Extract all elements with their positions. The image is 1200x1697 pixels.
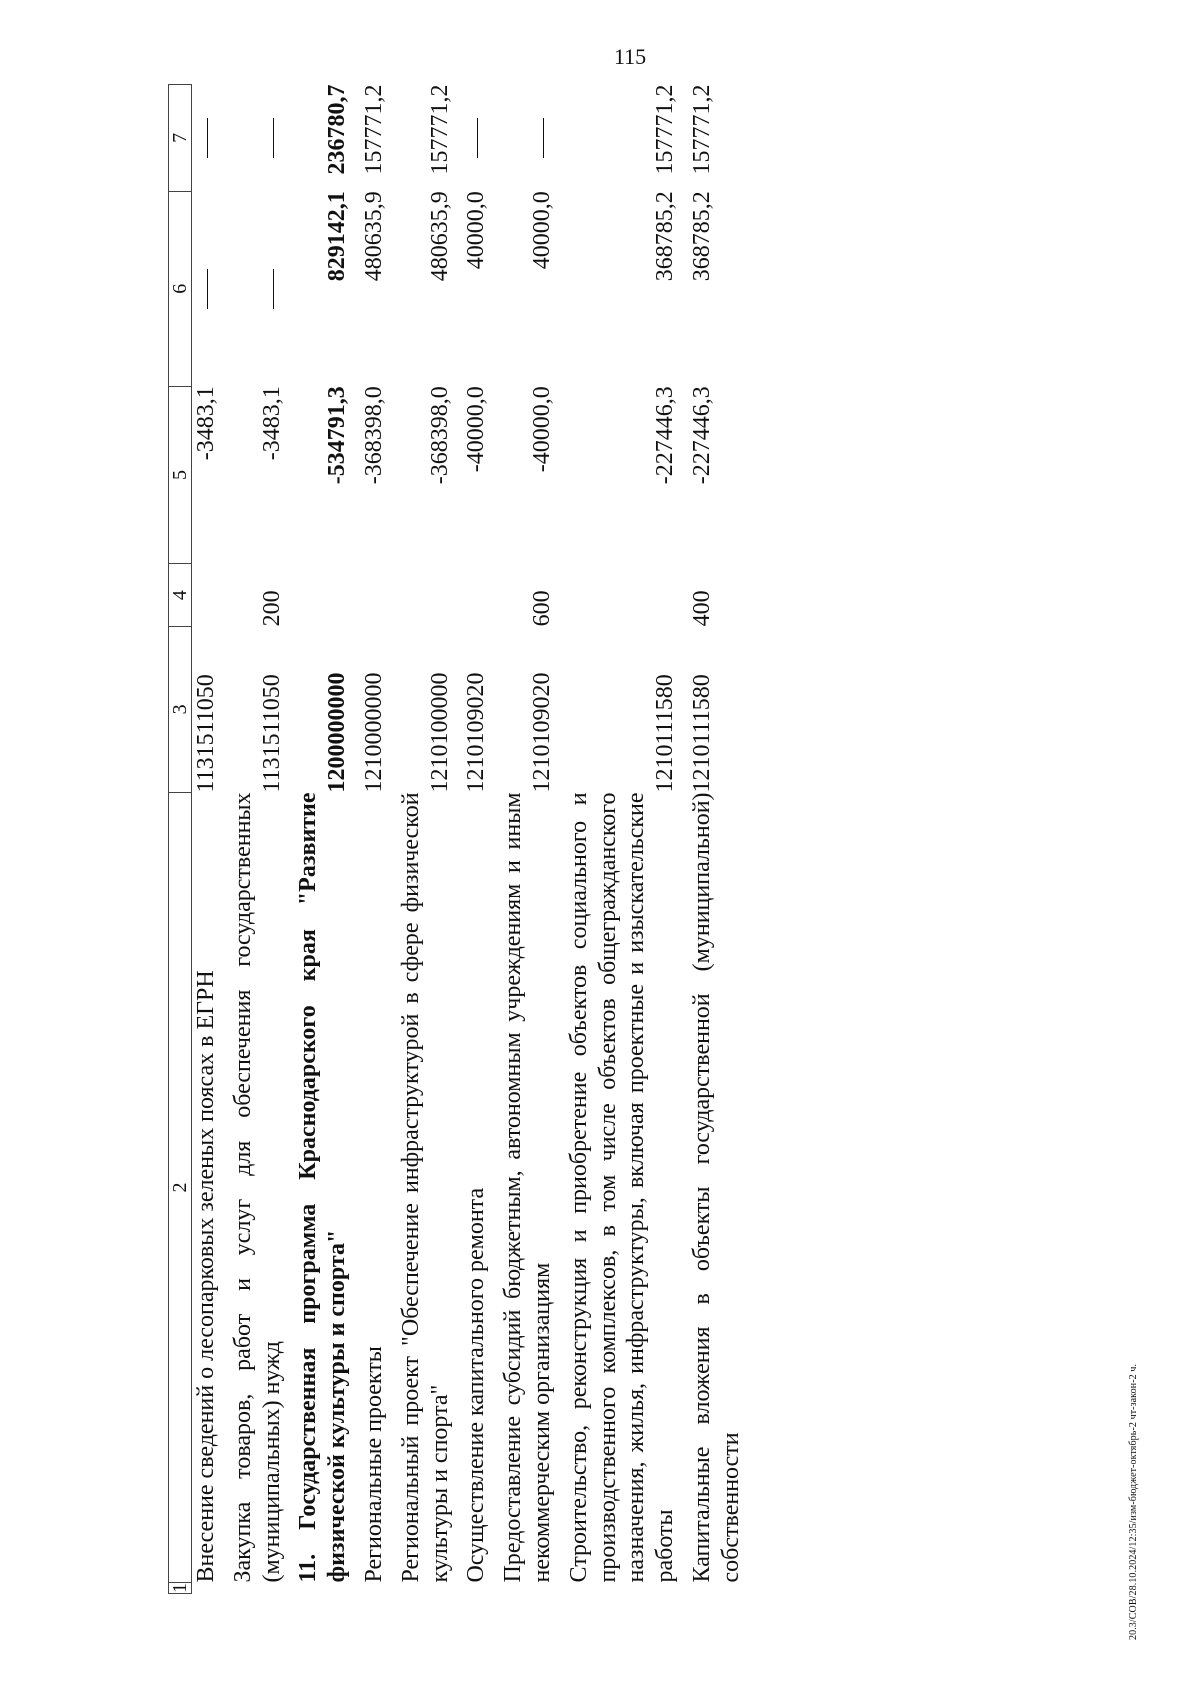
table-row [491,85,557,1594]
table-row [557,85,680,1594]
row-col5: -3483,1 [258,386,285,461]
header-col-3: 3 [169,626,192,792]
row-kvr: 200 [258,590,285,627]
row-col7-dash [221,85,287,192]
header-col-1: 1 [169,1583,191,1593]
row-code: 1210109020 [528,672,555,793]
table-row [454,85,491,1594]
row-code: 1210111580 [688,674,715,793]
row-code: 1131511050 [258,674,285,793]
row-col7: 157771,2 [360,84,387,175]
row-col7: 157771,2 [652,84,679,175]
row-code: 1210100000 [426,672,453,793]
row-col5: -227446,3 [688,386,715,485]
row-name: Закупка товаров, работ и услуг для обеспечения государственных (муниципальных) нужд [229,792,285,1583]
row-kvr [454,564,491,627]
row-col6-dash [221,191,287,386]
table-row [389,85,455,1594]
row-kvr: 400 [688,590,715,627]
row-kvr [389,564,455,627]
header-col-2: 2 [169,792,192,1582]
table-row [680,85,746,1594]
row-col5: -534791,3 [324,386,351,485]
row-col5: -368398,0 [360,386,387,485]
row-kvr [557,564,680,627]
header-col-4: 4 [169,564,192,627]
row-col6: 368785,2 [688,191,715,282]
dash-mark [207,269,208,309]
row-name: Региональные проекты [360,1346,387,1583]
row-name: 11. Государственная программа Краснодарского края "Развитие физической культуры и спорта" [295,792,351,1583]
table-row [352,85,389,1594]
row-code: 1210000000 [360,672,387,793]
dash-mark [477,118,478,158]
row-name: Внесение сведений о лесопарковых зеленых поясах в ЕГРН [193,970,219,1583]
row-kvr [192,564,221,627]
row-name: Строительство, реконструкция и приобретение объектов социального и производственного комплексов, в том числе объектов общегражданского назначения, жилья, инфраструктуры, включая проектные и изыскательские работы [565,792,679,1583]
row-col5: -40000,0 [528,386,555,473]
row-col5: -3483,1 [193,386,219,461]
row-col5: -368398,0 [426,386,453,485]
row-col7: 236780,7 [324,84,351,175]
row-col6: 40000,0 [528,191,555,270]
header-col-7: 7 [169,85,192,192]
row-col7-dash [491,85,557,192]
header-col-6: 6 [169,191,192,386]
footer-code: 20.3/СОВ/28.10.2024/12:35/изм-бюджет-октябрь-2 чт-закон-2 ч. [1128,1363,1139,1640]
header-col-5: 5 [169,386,192,564]
row-col6-dash [192,191,221,386]
dash-mark [207,118,208,158]
row-name: Капитальные вложения в объекты государственной (муниципальной) собственности [688,792,744,1583]
budget-table [168,84,746,1594]
dash-mark [543,118,544,158]
table-header-row [169,85,192,1594]
row-code: 1200000000 [324,672,351,793]
row-kvr [286,564,352,627]
row-code: 1131511050 [193,674,219,793]
row-col6: 40000,0 [463,191,490,270]
row-name: Предоставление субсидий бюджетным, автономным учреждениям и иным некоммерческим организациям [500,792,555,1583]
row-col7-dash [454,85,491,192]
page-number: 115 [614,44,647,69]
row-col6: 829142,1 [324,191,351,282]
row-code: 1210109020 [463,672,490,793]
row-col7: 157771,2 [426,84,453,175]
row-col6: 368785,2 [652,191,679,282]
row-col5: -40000,0 [463,386,490,473]
row-col7: 157771,2 [688,84,715,175]
row-kvr [352,564,389,627]
row-col5: -227446,3 [652,386,679,485]
table-row [286,85,352,1594]
row-code: 1210111580 [652,674,679,793]
row-kvr: 600 [528,590,555,627]
row-col7-dash [192,85,221,192]
dash-mark [273,269,274,309]
row-col6: 480635,9 [360,191,387,282]
row-col6: 480635,9 [426,191,453,282]
table-row [221,85,287,1594]
table-row [192,85,221,1594]
row-name: Осуществление капитального ремонта [463,1187,490,1583]
row-name: Региональный проект "Обеспечение инфраструктурой в сфере физической культуры и спорта" [397,792,453,1583]
dash-mark [273,118,274,158]
budget-table-rotated [168,84,1068,1594]
